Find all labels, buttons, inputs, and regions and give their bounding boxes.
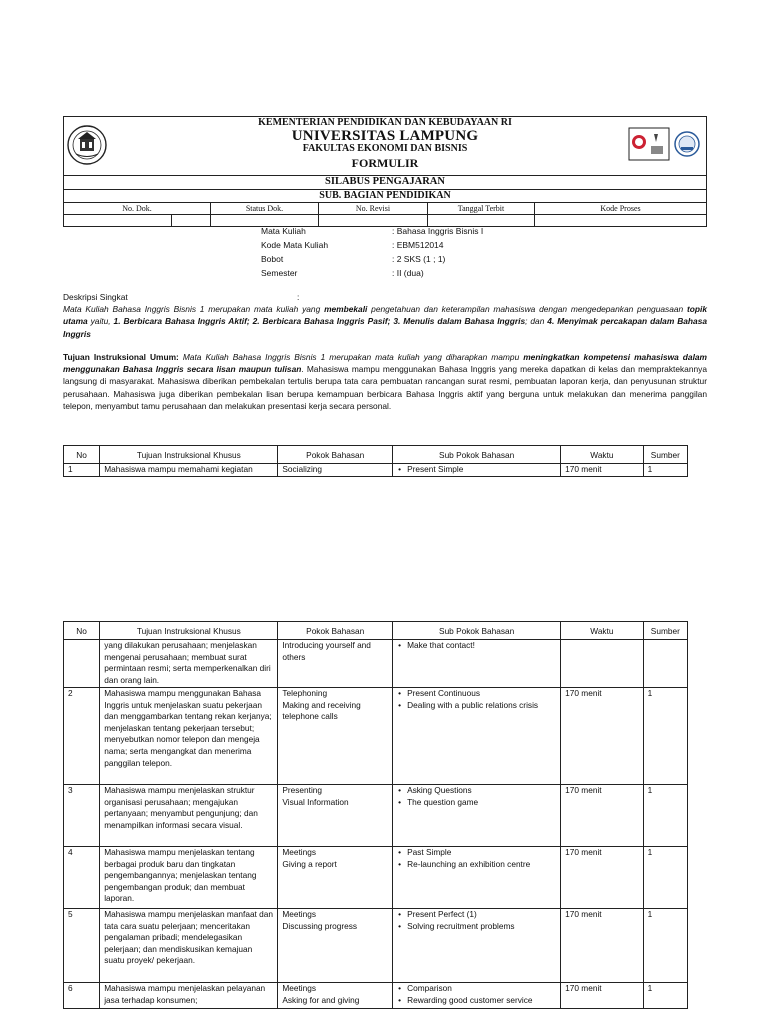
cell-pokok: Introducing yourself and others bbox=[278, 640, 393, 688]
deskripsi-heading bbox=[63, 291, 707, 303]
col-sumber: Sumber bbox=[643, 446, 687, 464]
deskripsi-t1: Mata Kuliah Bahasa Inggris Bisnis 1 merupakan mata kuliah yang bbox=[63, 304, 325, 315]
deskripsi-label: Deskripsi Singkat bbox=[63, 292, 128, 302]
deskripsi-t4: ; dan bbox=[525, 316, 548, 327]
cell-pokok bbox=[278, 909, 393, 983]
cell-no: 6 bbox=[64, 983, 100, 1009]
deskripsi-t2: pengetahuan dan keterampilan mahasiswa dengan mengedepankan penguasaan bbox=[367, 304, 687, 315]
cell-sumber: 1 bbox=[643, 909, 687, 983]
sub-item: • Present Simple bbox=[397, 464, 556, 476]
col-waktu: Waktu bbox=[561, 622, 644, 640]
cell-sub bbox=[393, 909, 561, 983]
header-top bbox=[64, 117, 706, 176]
deskripsi-b2: topik utama bbox=[63, 304, 707, 327]
cell-tik: Mahasiswa mampu menjelaskan manfaat dan tata cara suatu pelerjaan; menceritakan pengalaman pribadi; mendelegasikan pelerjaan; dan mendiskusikan kemajuan suatu proyek/ pekerjaan. bbox=[100, 909, 278, 983]
cell-waktu: 170 menit bbox=[561, 464, 644, 477]
pokok-title: Meetings bbox=[282, 847, 317, 857]
cell-sumber: 1 bbox=[643, 785, 687, 847]
course-info-row bbox=[261, 252, 483, 266]
deskripsi-t3: yaitu, bbox=[87, 316, 114, 327]
cell-sub bbox=[393, 847, 561, 909]
col-tik: Tujuan Instruksional Khusus bbox=[100, 622, 278, 640]
cell-waktu: 170 menit bbox=[561, 785, 644, 847]
course-info-label: Bobot bbox=[261, 254, 284, 264]
cell-tik: yang dilakukan perusahaan; menjelaskan mengenai perusahaan; membuat surat permintaan resmi; serta memperkenalkan diri dan orang lain. bbox=[100, 640, 278, 688]
course-info-row bbox=[261, 266, 483, 280]
cell-tik: Mahasiswa mampu menjelaskan struktur organisasi perusahaan; mengajukan pertanyaan; menyambut pengunjung; dan menampilkan informasi secara visual. bbox=[100, 785, 278, 847]
cell-sub bbox=[393, 640, 561, 688]
course-info-value: : Bahasa Inggris Bisnis I bbox=[392, 226, 484, 236]
col-pokok: Pokok Bahasan bbox=[278, 446, 393, 464]
course-info-label: Semester bbox=[261, 268, 298, 278]
course-info-row bbox=[261, 238, 483, 252]
col-pokok: Pokok Bahasan bbox=[278, 622, 393, 640]
sub-item: • Past Simple bbox=[397, 847, 556, 859]
cell-tik: Mahasiswa mampu menggunakan Bahasa Inggris untuk menjelaskan suatu pekerjaan dan menggambarkan tentang rekan kerjanya; menjelaskan tentang pekerjaan tersebut; menyebutkan nomor telepon dan mengeja nama; serta mengangkat dan menerima panggilan telepon. bbox=[100, 688, 278, 785]
cell-sub bbox=[393, 688, 561, 785]
cell-no: 1 bbox=[64, 464, 100, 477]
form-title: FORMULIR bbox=[351, 155, 419, 170]
course-info bbox=[261, 224, 483, 280]
ministry-title: KEMENTERIAN PENDIDIKAN DAN KEBUDAYAAN RI bbox=[258, 117, 512, 128]
table-row bbox=[64, 909, 688, 983]
deskripsi-b3: 1. Berbicara Bahasa Inggris Aktif; 2. Berbicara Bahasa Inggris Pasif; 3. Menulis dalam Bahasa Inggris bbox=[113, 316, 526, 327]
pokok-detail: Giving a report bbox=[282, 858, 337, 869]
cell-pokok bbox=[278, 983, 393, 1009]
col-no: No bbox=[64, 622, 100, 640]
cell-tik: Mahasiswa mampu menjelaskan pelayanan jasa terhadap konsumen; bbox=[100, 983, 278, 1009]
pokok-title: Presenting bbox=[282, 785, 323, 795]
cell-waktu bbox=[561, 640, 644, 688]
cell-sumber: 1 bbox=[643, 688, 687, 785]
col-waktu: Waktu bbox=[561, 446, 644, 464]
syllabus-table-page2 bbox=[63, 621, 688, 1009]
sub-item: • The question game bbox=[397, 797, 556, 809]
certification-logos-icon bbox=[628, 122, 700, 166]
cell-no: 3 bbox=[64, 785, 100, 847]
col-sub-pokok: Sub Pokok Bahasan bbox=[393, 622, 561, 640]
sub-item: • Present Continuous bbox=[397, 688, 556, 700]
cell-pokok: Socializing bbox=[278, 464, 393, 477]
cell-pokok bbox=[278, 847, 393, 909]
sub-item: • Solving recruitment problems bbox=[397, 921, 556, 933]
syllabus-table-page1 bbox=[63, 445, 688, 477]
table-row bbox=[64, 464, 688, 477]
doc-cell bbox=[64, 215, 172, 226]
col-sub-pokok: Sub Pokok Bahasan bbox=[393, 446, 561, 464]
doc-col-no-dok: No. Dok. bbox=[64, 203, 211, 214]
tiu-section bbox=[63, 351, 707, 412]
deskripsi-b4: 4. Menyimak percakapan dalam Bahasa Inggris bbox=[63, 316, 708, 339]
cell-sub bbox=[393, 464, 561, 477]
sub-item: • Comparison bbox=[397, 983, 556, 995]
doc-cell bbox=[172, 215, 211, 226]
university-title: UNIVERSITAS LAMPUNG bbox=[291, 127, 479, 144]
deskripsi-section bbox=[63, 291, 707, 340]
cell-no: 2 bbox=[64, 688, 100, 785]
table-row bbox=[64, 688, 688, 785]
doc-col-tanggal: Tanggal Terbit bbox=[428, 203, 535, 214]
tiu-t2: . Mahasiswa mampu menggunakan Bahasa Inggris yang mereka dapatkan di kelas dan mempraktekannya langsung di masyarakat. Mahasiswa diberikan pembekalan tertulis berupa tata cara pembuatan rancangan surat resmi, pembuatan laporan kerja, dan penyusunan struktur perusahaan. Mahasiswa juga diberikan pembekalan lisan berupa kemampuan berbicara Bahasa Inggris aktif yang berguna untuk melakukan dan menerima panggilan telepon, menyambut tamu perusahaan dan melakukan presentasi kerja secara personal. bbox=[63, 364, 707, 411]
course-info-label: Mata Kuliah bbox=[261, 226, 306, 236]
cell-waktu: 170 menit bbox=[561, 688, 644, 785]
cell-sumber: 1 bbox=[643, 847, 687, 909]
tiu-label: Tujuan Instruksional Umum: bbox=[63, 352, 179, 362]
sub-item: • Re-launching an exhibition centre bbox=[397, 859, 556, 871]
cell-tik: Mahasiswa mampu menjelaskan tentang berbagai produk baru dan tingkatan pengembangannya; menjelaskan tentang pengembangan produk; dan membuat laporan. bbox=[100, 847, 278, 909]
cell-waktu: 170 menit bbox=[561, 909, 644, 983]
cell-sumber bbox=[643, 640, 687, 688]
col-tik: Tujuan Instruksional Khusus bbox=[100, 446, 278, 464]
cell-tik: Mahasiswa mampu memahami kegiatan bbox=[100, 464, 278, 477]
pokok-detail: Discussing progress bbox=[282, 920, 358, 931]
cell-pokok bbox=[278, 688, 393, 785]
sub-item: • Make that contact! bbox=[397, 640, 556, 652]
deskripsi-colon: : bbox=[297, 292, 300, 302]
table-row bbox=[64, 983, 688, 1009]
doc-cell bbox=[535, 215, 706, 226]
cell-sumber: 1 bbox=[643, 983, 687, 1009]
course-info-value: : 2 SKS (1 ; 1) bbox=[392, 254, 446, 264]
deskripsi-text bbox=[63, 303, 707, 340]
sub-item: • Present Perfect (1) bbox=[397, 909, 556, 921]
cell-no: 4 bbox=[64, 847, 100, 909]
tiu-b1: meningkatkan kompetensi mahasiswa dalam menggunakan Bahasa Inggris secara lisan maupun tulisan bbox=[63, 352, 707, 375]
course-info-label: Kode Mata Kuliah bbox=[261, 240, 329, 250]
cell-pokok bbox=[278, 785, 393, 847]
tiu-t1: Mata Kuliah Bahasa Inggris Bisnis 1 merupakan mata kuliah yang diharapkan mampu bbox=[178, 352, 524, 362]
pokok-title: Meetings bbox=[282, 983, 317, 993]
sub-item: • Asking Questions bbox=[397, 785, 556, 797]
table-row bbox=[64, 785, 688, 847]
table-row bbox=[64, 847, 688, 909]
silabus-row: SILABUS PENGAJARAN bbox=[64, 176, 706, 190]
cell-waktu: 170 menit bbox=[561, 983, 644, 1009]
course-info-value: : EBM512014 bbox=[392, 240, 444, 250]
pokok-title: Meetings bbox=[282, 909, 317, 919]
doc-info-header bbox=[64, 203, 706, 215]
doc-col-kode: Kode Proses bbox=[600, 204, 641, 213]
sub-bagian-row: SUB. BAGIAN PENDIDIKAN bbox=[64, 190, 706, 203]
table-row bbox=[64, 640, 688, 688]
table-header-row bbox=[64, 622, 688, 640]
course-info-row bbox=[261, 224, 483, 238]
table-header-row bbox=[64, 446, 688, 464]
doc-col-status: Status Dok. bbox=[211, 203, 319, 214]
sub-item: • Rewarding good customer service bbox=[397, 995, 556, 1007]
pokok-detail: Making and receiving telephone calls bbox=[282, 699, 361, 722]
course-info-value: : II (dua) bbox=[392, 268, 424, 278]
doc-col-revisi: No. Revisi bbox=[319, 203, 428, 214]
cell-sumber: 1 bbox=[643, 464, 687, 477]
sub-item: • Dealing with a public relations crisis bbox=[397, 700, 556, 712]
col-no: No bbox=[64, 446, 100, 464]
col-sumber: Sumber bbox=[643, 622, 687, 640]
pokok-detail: Visual Information bbox=[282, 796, 349, 807]
cell-no: 5 bbox=[64, 909, 100, 983]
cell-no bbox=[64, 640, 100, 688]
cell-sub bbox=[393, 983, 561, 1009]
faculty-title: FAKULTAS EKONOMI DAN BISNIS bbox=[302, 143, 468, 155]
pokok-detail: Asking for and giving bbox=[282, 994, 360, 1005]
cell-sub bbox=[393, 785, 561, 847]
cell-waktu: 170 menit bbox=[561, 847, 644, 909]
document-header bbox=[63, 116, 707, 227]
pokok-title: Telephoning bbox=[282, 688, 328, 698]
deskripsi-b1: membekali bbox=[324, 304, 368, 315]
